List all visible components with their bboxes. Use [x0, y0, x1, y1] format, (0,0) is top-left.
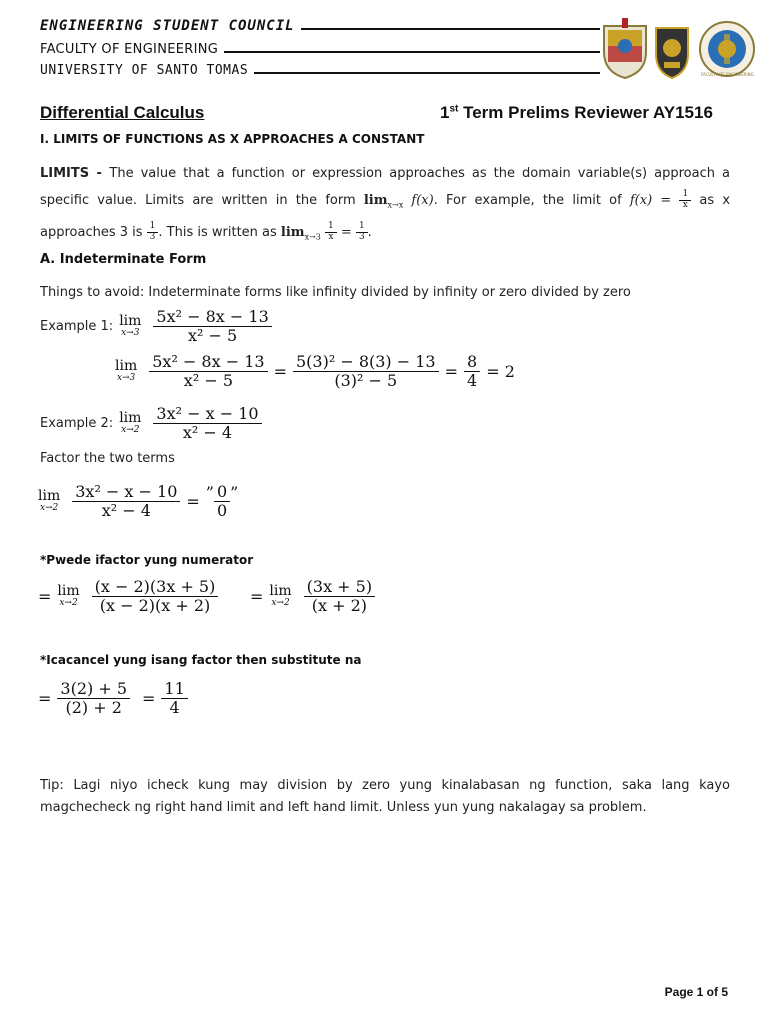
- denominator: x² − 4: [101, 500, 151, 520]
- lim-sub: x→x: [387, 200, 404, 210]
- numerator: 3x² − x − 10: [153, 405, 261, 424]
- numerator: 0: [216, 482, 228, 501]
- lim-word: lim: [57, 583, 80, 600]
- fraction: [356, 222, 368, 243]
- limits-definition: [40, 160, 730, 250]
- fraction: [153, 308, 271, 344]
- fraction: [304, 578, 375, 614]
- denominator: (2) + 2: [65, 697, 122, 717]
- def-text-3: as x approaches 3 is: [40, 193, 731, 240]
- lim-word: lim: [269, 583, 292, 600]
- lim-sub: x→2: [271, 598, 290, 609]
- council-name-line: [40, 18, 600, 34]
- fraction: [161, 680, 187, 716]
- numerator: 5x² − 8x − 13: [153, 308, 271, 327]
- def-text-4: . This is written as: [158, 224, 277, 240]
- lim-word: lim: [119, 410, 142, 427]
- lim-operator: [119, 411, 141, 435]
- quote-close: ”: [230, 483, 239, 502]
- faculty-line: [40, 42, 600, 57]
- factored-step: = lim x→2 $\frac{(x - 2)(3x + 5)}{(x - 2)(x + 2)}$: [38, 578, 218, 614]
- numerator: 1: [356, 222, 368, 233]
- lim-word: lim: [280, 224, 305, 240]
- denominator: 4: [467, 370, 478, 390]
- section-heading: I. LIMITS OF FUNCTIONS AS X APPROACHES A CONSTANT: [40, 132, 425, 146]
- note-cancel: *Icacancel yung isang factor then substitute na: [40, 653, 362, 667]
- fraction: [57, 680, 130, 716]
- def-text-2: . For example, the limit of: [433, 193, 622, 208]
- subsection-heading: A. Indeterminate Form: [40, 252, 207, 267]
- period: .: [367, 224, 372, 240]
- fx-eq: f(x) =: [629, 193, 672, 208]
- final-step: = $\frac{3(2) + 5}{(2) + 2}$ = $\frac{11}{4}$: [38, 680, 188, 716]
- example1-solution: lim x→3 $\frac{\text{5x² − 8x − 13}}{\text{x² − 5}}$ = $\frac{\text{5(3)² − 8(3) − 13}}{\text{(3)² − 5}}$ = $\frac{8}{4}$ = 2: [115, 352, 515, 390]
- header-rule: [224, 51, 600, 53]
- cancelled-step: = lim x→2 $\frac{(3x + 5)}{(x + 2)}$: [250, 578, 375, 614]
- header-rule: [254, 72, 600, 74]
- denominator: x: [682, 200, 688, 210]
- fraction: [679, 190, 691, 211]
- fraction: [149, 353, 267, 389]
- denominator: 4: [169, 697, 180, 717]
- denominator: x² − 5: [187, 325, 238, 345]
- numerator: 11: [161, 680, 187, 699]
- term-number: 1: [440, 103, 450, 122]
- equals: =: [340, 224, 352, 240]
- header-rule: [301, 28, 600, 30]
- engineering-seal-icon: [652, 24, 692, 80]
- example2-label: Example 2:: [40, 415, 114, 431]
- numerator: (3x + 5): [304, 578, 375, 597]
- denominator: x² − 4: [182, 422, 233, 442]
- fraction: [72, 483, 180, 519]
- faculty-round-seal-icon: [698, 20, 756, 78]
- denominator: x: [328, 231, 334, 242]
- denominator: (3)² − 5: [334, 370, 398, 390]
- tip-text: Tip: Lagi niyo icheck kung may division by zero yung kinalabasan ng function, saka lang kayo magchecheck ng right hand limit and left hand limit. Unless yun yung nakalagay sa problem.: [40, 778, 730, 815]
- lim-example: [280, 220, 368, 242]
- term-rest: Term Prelims Reviewer AY1516: [458, 103, 713, 122]
- numerator: 8: [464, 353, 480, 372]
- lim-fx: f(x): [411, 193, 434, 208]
- example1-label: Example 1:: [40, 318, 114, 334]
- limits-term: LIMITS -: [40, 166, 110, 181]
- denominator: 3: [358, 231, 365, 242]
- lim-operator: [269, 584, 291, 608]
- avoid-text: Things to avoid: Indeterminate forms like infinity divided by infinity or zero divided by zero: [40, 285, 631, 300]
- lim-operator: [38, 489, 60, 513]
- term-superscript: st: [449, 103, 459, 115]
- example2-indeterminate: lim x→2 $\frac{\text{3x² − x − 10}}{\text{x² − 4}}$ = ” $\frac{0}{0}$ ”: [38, 482, 239, 520]
- note-factor: *Pwede ifactor yung numerator: [40, 553, 254, 567]
- result: = 2: [486, 361, 515, 381]
- denominator: x² − 5: [183, 370, 233, 390]
- fraction: [153, 405, 261, 441]
- subject-title: Differential Calculus: [40, 103, 205, 122]
- zero-fraction: [214, 483, 230, 519]
- lim-operator: [115, 359, 137, 383]
- example2-statement: [40, 405, 262, 441]
- numerator: 1: [325, 222, 337, 233]
- fraction: [325, 222, 337, 243]
- denominator: (x + 2): [311, 595, 367, 615]
- denominator: (x − 2)(x + 2): [99, 595, 211, 615]
- council-name: ENGINEERING STUDENT COUNCIL: [40, 18, 295, 34]
- numerator: (x − 2)(3x + 5): [92, 578, 219, 597]
- fraction: [293, 353, 439, 389]
- denominator: 3: [149, 231, 156, 242]
- lim-word: lim: [119, 313, 142, 330]
- lim-word: lim: [115, 358, 138, 375]
- seal-caption: FACULTY OF ENGINEERING: [701, 72, 754, 77]
- ust-seal-icon: [598, 18, 652, 80]
- numerator: 5(3)² − 8(3) − 13: [293, 353, 439, 372]
- numerator: 5x² − 8x − 13: [149, 353, 267, 372]
- lim-word: lim: [363, 193, 388, 208]
- numerator: 3(2) + 5: [57, 680, 130, 699]
- example1-statement: [40, 308, 272, 344]
- lim-sub: x→3: [304, 232, 321, 242]
- lim-sub: x→2: [39, 503, 59, 514]
- fraction: [147, 222, 159, 243]
- university-line: [40, 63, 600, 78]
- fraction-wrap: [147, 220, 159, 242]
- numerator: 1: [147, 222, 159, 233]
- lim-sub: x→2: [121, 425, 140, 436]
- term-title: [440, 103, 713, 123]
- lim-operator: [57, 584, 79, 608]
- lim-sub: x→2: [59, 598, 78, 609]
- factor-text: Factor the two terms: [40, 451, 175, 466]
- lim-sub: x→3: [121, 328, 140, 339]
- lim-sub: x→3: [116, 373, 136, 384]
- lim-word: lim: [38, 488, 61, 505]
- lim-form: [364, 193, 434, 208]
- denominator: 0: [214, 501, 230, 520]
- university-name: UNIVERSITY OF SANTO TOMAS: [40, 63, 249, 78]
- fx-expression: [629, 189, 691, 210]
- lim-operator: [119, 314, 141, 338]
- quote-open: ”: [205, 483, 214, 502]
- numerator: 3x² − x − 10: [72, 483, 180, 502]
- faculty-name: FACULTY OF ENGINEERING: [40, 42, 219, 57]
- numerator: 1: [679, 190, 691, 201]
- fraction: [464, 353, 480, 389]
- def-text-1: The value that a function or expression approaches as the domain variable(s) approach a specific value. Limits are written in the form: [40, 166, 730, 208]
- fraction: [92, 578, 219, 614]
- page-number: Page 1 of 5: [664, 985, 728, 999]
